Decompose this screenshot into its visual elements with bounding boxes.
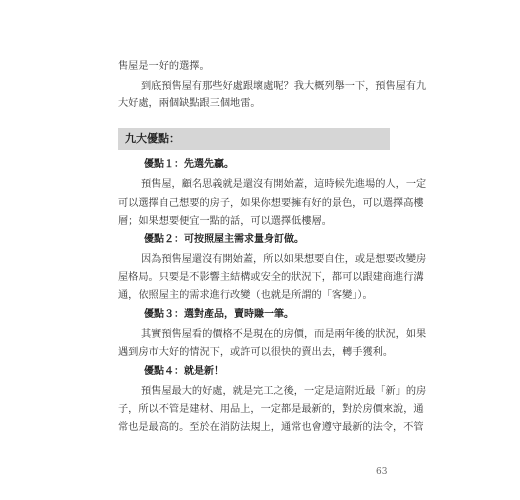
- point-2-line-1: 因為預售屋還沒有開始蓋，所以如果想要自住，或是想要改變房: [141, 254, 427, 265]
- point-2-heading: 優點２：可按照屋主需求量身訂做。: [144, 234, 304, 245]
- point-1-line-3: 層；如果想要便宜一點的話，可以選擇低樓層。: [118, 216, 332, 227]
- section-title: 九大優點：: [125, 132, 180, 145]
- intro-line-3: 大好處，兩個缺點跟三個地雷。: [118, 98, 261, 109]
- point-3-heading: 優點３：選對產品，賣時賺一筆。: [144, 309, 294, 320]
- page-number: 63: [376, 467, 388, 477]
- intro-line-1: 售屋是一好的選擇。: [118, 61, 210, 72]
- point-3-line-2: 遇到房市大好的情況下，或許可以很快的賣出去，轉手獲利。: [118, 347, 394, 358]
- point-3-line-1: 其實預售屋看的價格不是現在的房價，而是兩年後的狀況，如果: [141, 329, 427, 340]
- point-4-line-1: 預售屋最大的好處，就是完工之後，一定是這附近最「新」的房: [141, 386, 427, 397]
- point-4-heading: 優點４：就是新！: [144, 366, 224, 377]
- point-2-line-2: 屋格局。只要是不影響主結構或安全的狀況下，都可以跟建商進行溝: [118, 272, 424, 283]
- point-1-heading: 優點１：先選先贏。: [144, 159, 234, 170]
- point-1-line-1: 預售屋，顧名思義就是還沒有開始蓋，這時候先進場的人，一定: [141, 179, 427, 190]
- section-header-bar: [118, 128, 390, 150]
- intro-line-2: 到底預售屋有那些好處跟壞處呢？我大概列舉一下，預售屋有九: [141, 81, 427, 92]
- point-4-line-3: 常也是最高的。至於在消防法規上，通常也會遵守最新的法令，不管: [118, 422, 424, 433]
- point-1-line-2: 可以選擇自己想要的房子，如果你想要擁有好的景色，可以選擇高樓: [118, 198, 424, 209]
- point-2-line-3: 通，依照屋主的需求進行改變（也就是所謂的「客變」）。: [118, 290, 373, 301]
- point-4-line-2: 子，所以不管是建材、用品上，一定都是最新的，對於房價來說，通: [118, 404, 424, 415]
